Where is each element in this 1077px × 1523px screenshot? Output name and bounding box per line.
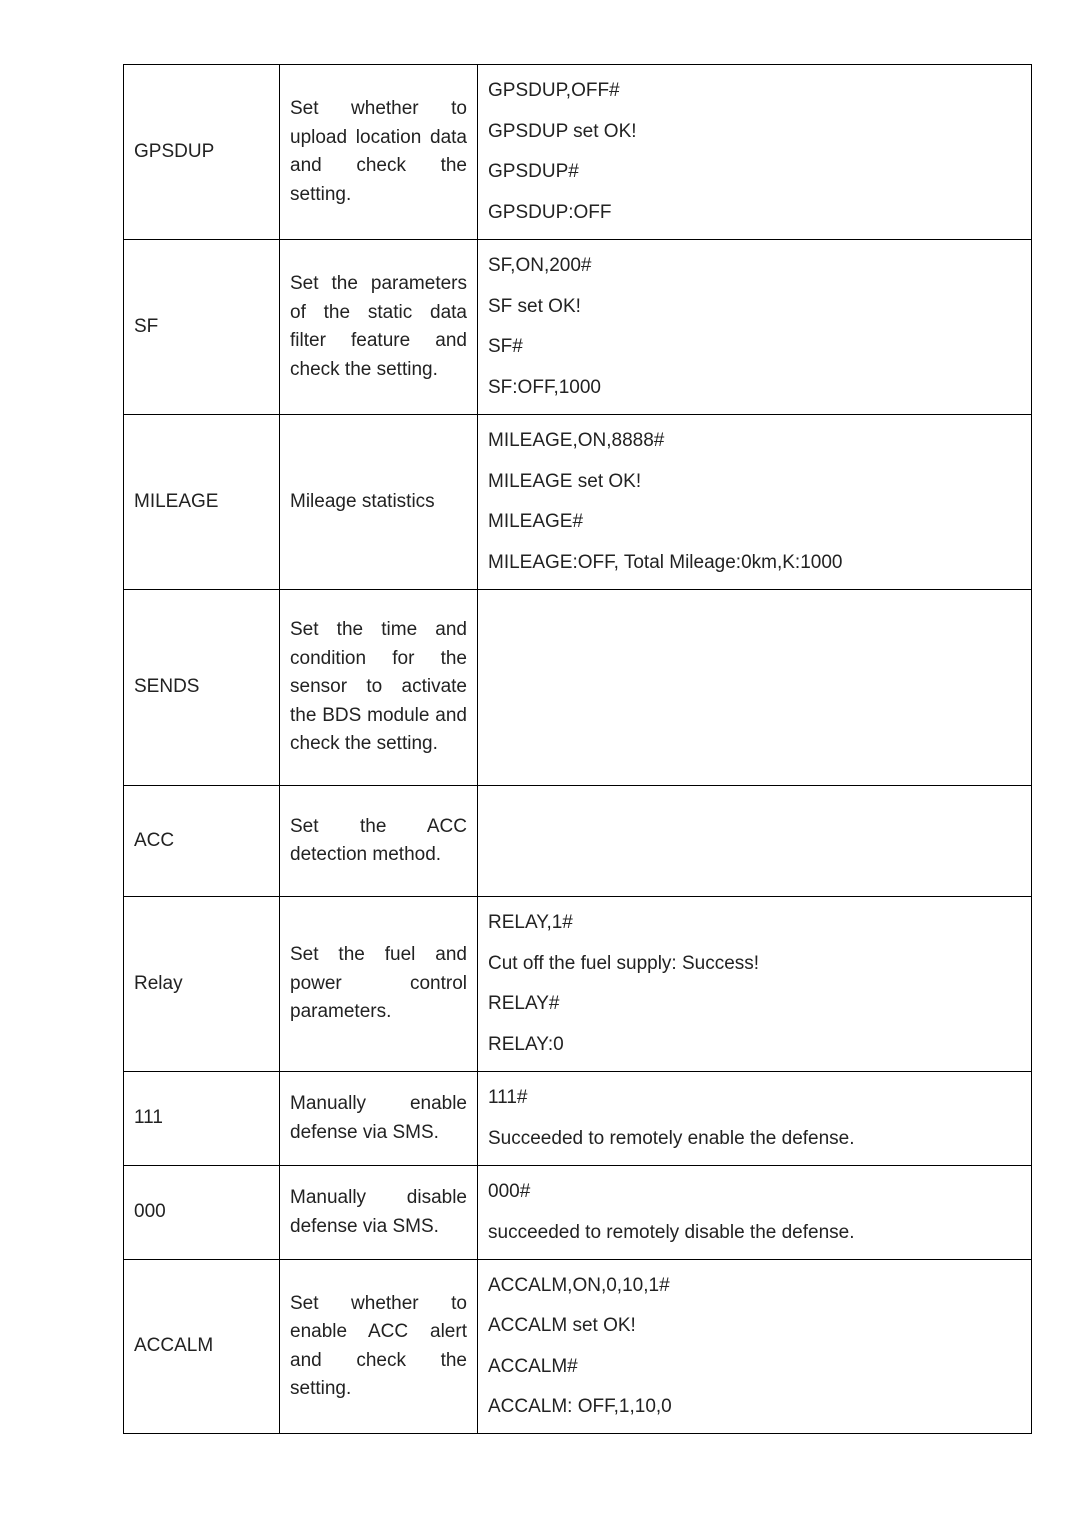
example-line: SF,ON,200# — [488, 255, 592, 276]
command-examples — [478, 415, 1032, 590]
command-description: Set the parameters of the static data filter feature and check the setting. — [280, 240, 478, 415]
command-table — [123, 64, 1032, 1434]
example-line: GPSDUP:OFF — [488, 201, 612, 223]
command-name: GPSDUP — [124, 65, 280, 240]
command-name: SENDS — [124, 590, 280, 786]
example-line: GPSDUP# — [488, 161, 579, 182]
example-line: RELAY,1# — [488, 912, 573, 933]
table-row — [124, 415, 1032, 590]
example-line: SF:OFF,1000 — [488, 376, 601, 398]
example-line: SF set OK! — [488, 295, 581, 317]
example-line: succeeded to remotely disable the defense. — [488, 1221, 855, 1243]
table-row — [124, 590, 1032, 786]
example-line: 000# — [488, 1181, 531, 1202]
command-description: Set whether to upload location data and check the setting. — [280, 65, 478, 240]
command-description: Manually disable defense via SMS. — [280, 1166, 478, 1260]
example-line: Cut off the fuel supply: Success! — [488, 952, 760, 974]
example-line: RELAY:0 — [488, 1033, 564, 1055]
command-name: ACC — [124, 786, 280, 897]
command-name: SF — [124, 240, 280, 415]
example-line: ACCALM,ON,0,10,1# — [488, 1274, 670, 1296]
command-description: Set whether to enable ACC alert and check the setting. — [280, 1260, 478, 1434]
example-line: GPSDUP,OFF# — [488, 80, 620, 101]
command-description: Set the fuel and power control parameters. — [280, 897, 478, 1072]
table-row — [124, 786, 1032, 897]
command-examples — [478, 897, 1032, 1072]
example-line: MILEAGE:OFF, Total Mileage:0km,K:1000 — [488, 551, 843, 573]
command-examples-empty — [478, 786, 1032, 897]
command-examples — [478, 240, 1032, 415]
command-name: MILEAGE — [124, 415, 280, 590]
example-line: SF# — [488, 336, 523, 357]
example-line: 111# — [488, 1087, 528, 1108]
example-line: MILEAGE set OK! — [488, 470, 642, 492]
table-row — [124, 240, 1032, 415]
command-description: Manually enable defense via SMS. — [280, 1072, 478, 1166]
command-name: Relay — [124, 897, 280, 1072]
command-examples — [478, 65, 1032, 240]
example-line: RELAY# — [488, 993, 560, 1014]
example-line: Succeeded to remotely enable the defense. — [488, 1127, 855, 1149]
example-line: MILEAGE,ON,8888# — [488, 430, 665, 451]
example-line: GPSDUP set OK! — [488, 120, 637, 142]
command-name: 000 — [124, 1166, 280, 1260]
command-name: ACCALM — [124, 1260, 280, 1434]
table-row — [124, 1260, 1032, 1434]
example-line: ACCALM: OFF,1,10,0 — [488, 1396, 672, 1417]
command-table-body — [124, 65, 1032, 1434]
command-description: Mileage statistics — [280, 415, 478, 590]
table-row — [124, 65, 1032, 240]
command-examples — [478, 1072, 1032, 1166]
command-examples-empty — [478, 590, 1032, 786]
command-examples — [478, 1166, 1032, 1260]
command-description: Set the ACC detection method. — [280, 786, 478, 897]
command-description: Set the time and condition for the sensor to activate the BDS module and check the setting. — [280, 590, 478, 786]
example-line: ACCALM set OK! — [488, 1315, 636, 1336]
command-name: 111 — [124, 1072, 280, 1166]
command-examples — [478, 1260, 1032, 1434]
table-row — [124, 897, 1032, 1072]
table-row — [124, 1072, 1032, 1166]
example-line: MILEAGE# — [488, 511, 584, 532]
table-row — [124, 1166, 1032, 1260]
example-line: ACCALM# — [488, 1355, 578, 1377]
